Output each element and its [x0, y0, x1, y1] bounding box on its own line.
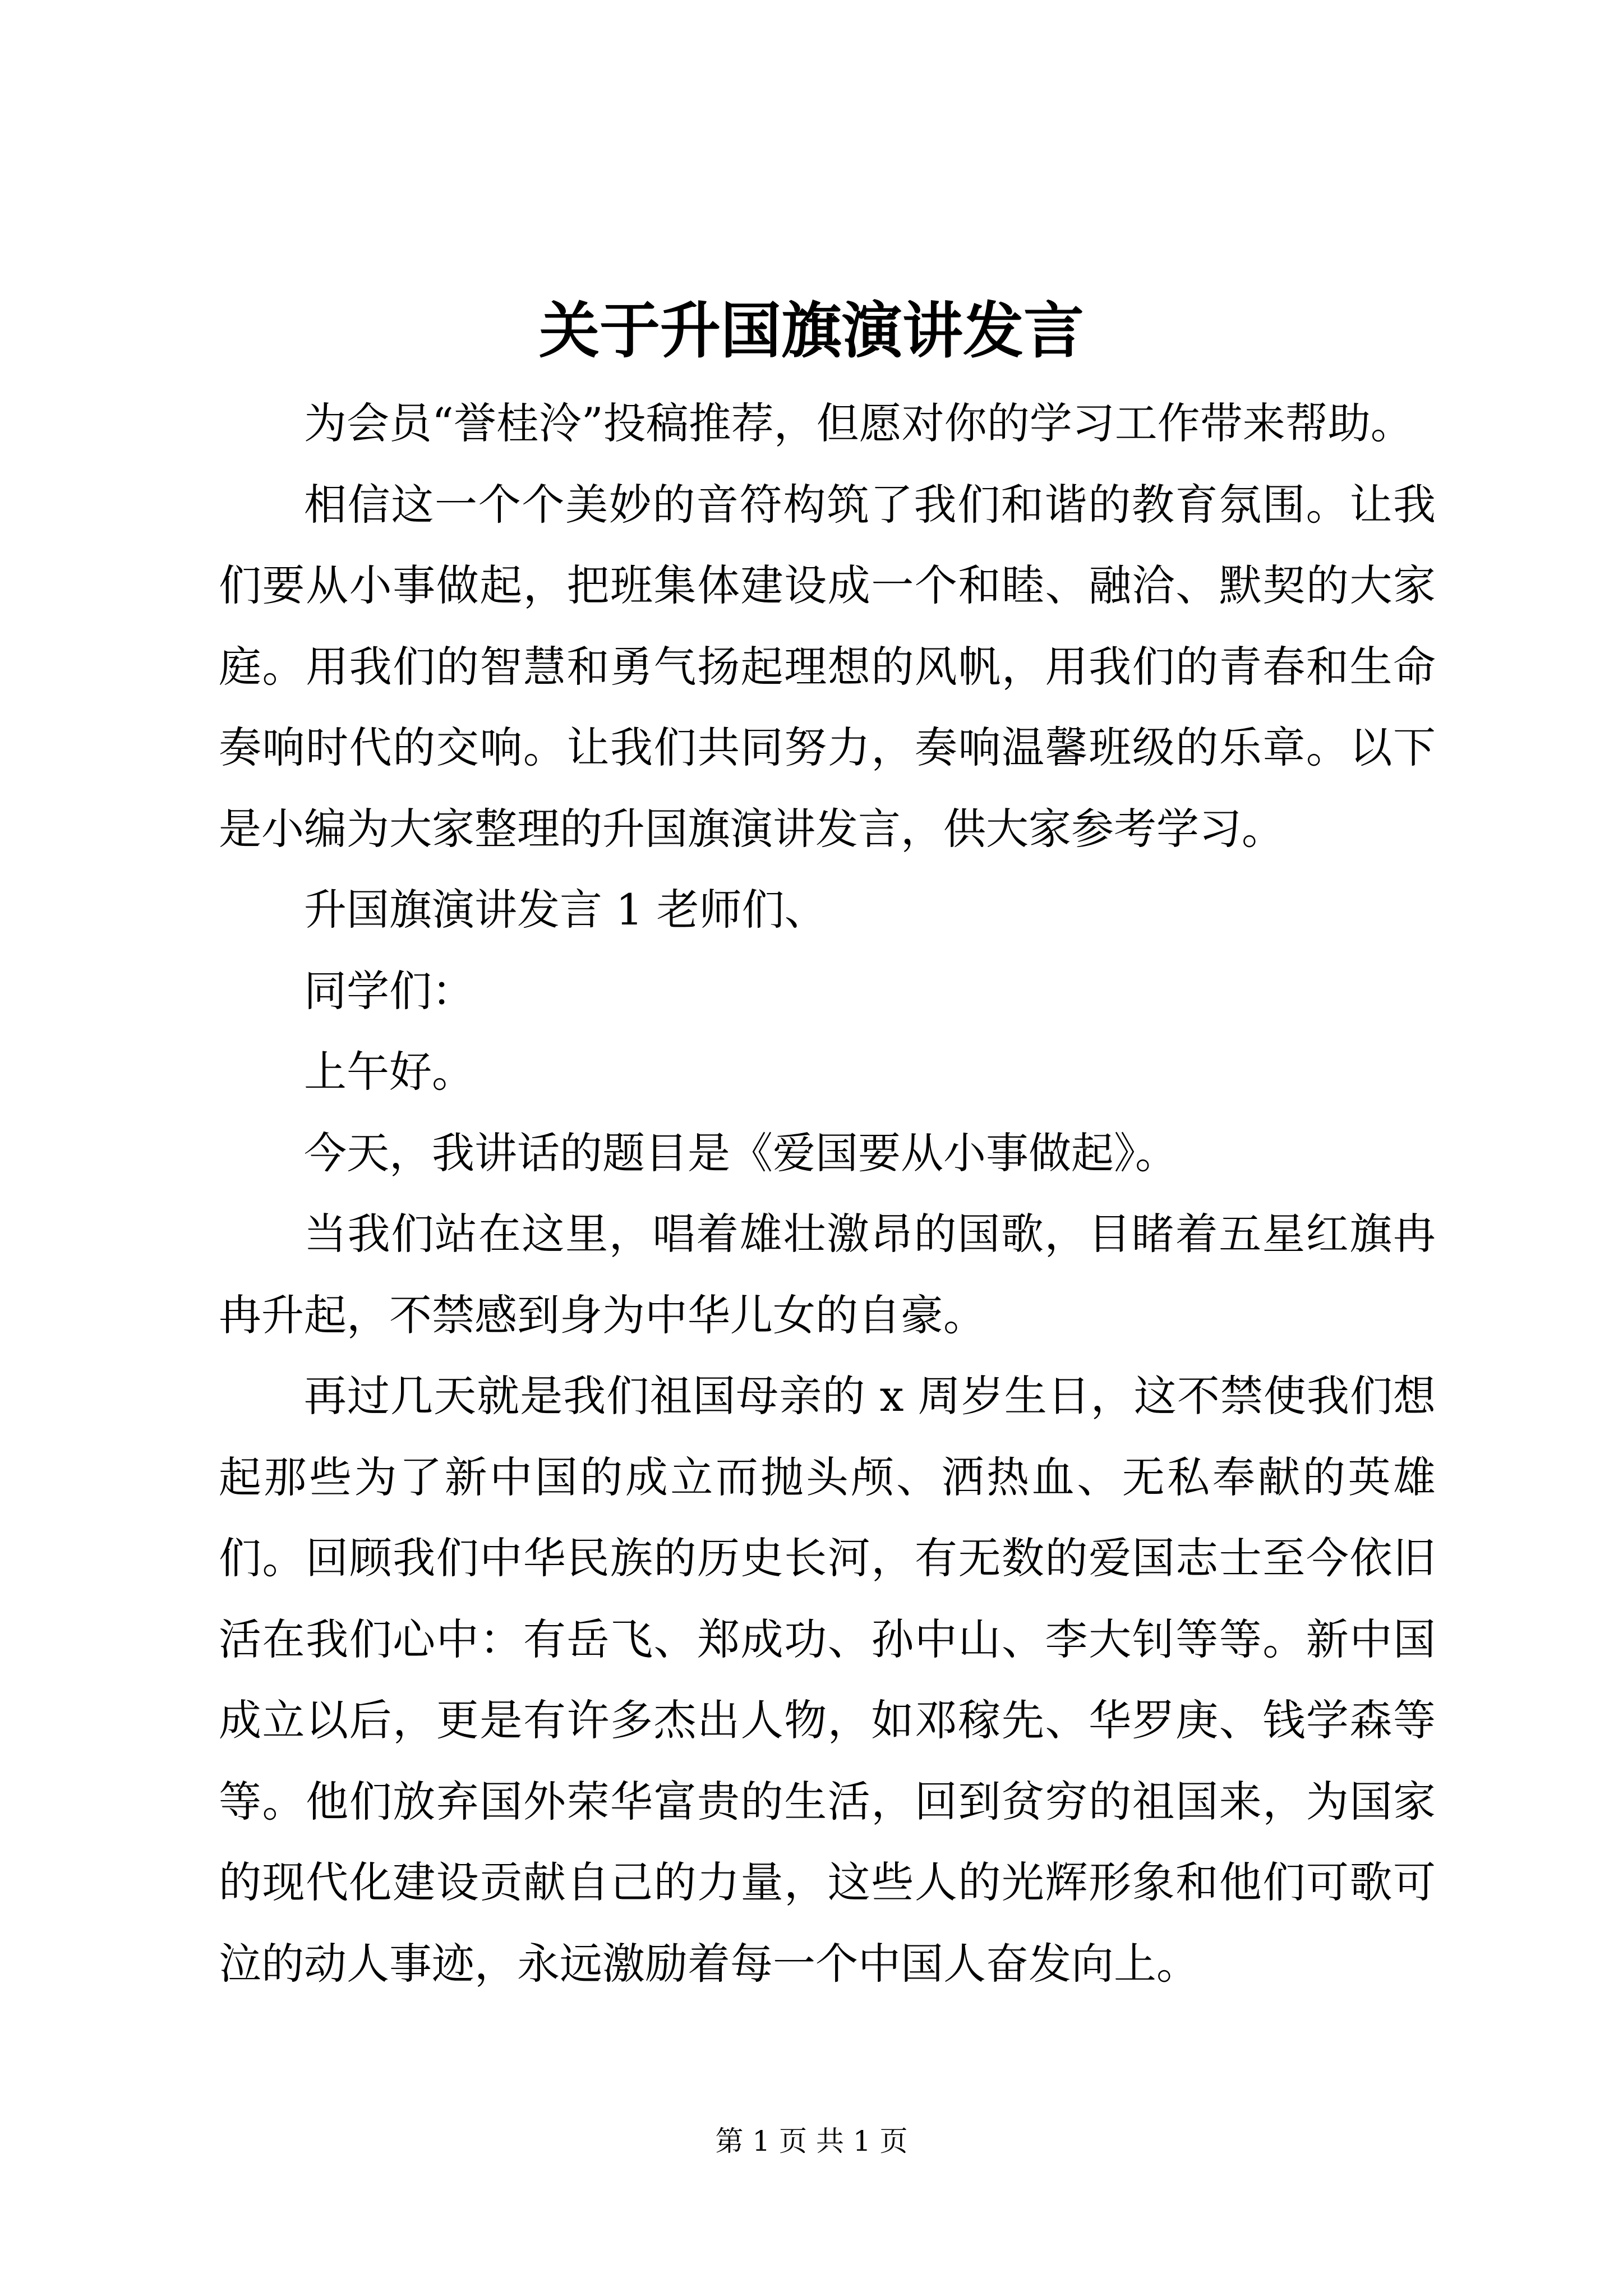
paragraph: 相信这一个个美妙的音符构筑了我们和谐的教育氛围。让我们要从小事做起，把班集体建设成一个和睦、融洽、默契的大家庭。用我们的智慧和勇气扬起理想的风帆，用我们的青春和生命奏响时代的交响。让我们共同努力，奏响温馨班级的乐章。以下是小编为大家整理的升国旗演讲发言，供大家参考学习。	[219, 479, 1436, 854]
page-footer: 第 1 页 共 1 页	[715, 2125, 908, 2157]
document-title: 关于升国旗演讲发言	[538, 296, 1084, 366]
document-body	[219, 383, 1436, 2004]
paragraph: 为会员“誉桂泠”投稿推荐，但愿对你的学习工作带来帮助。	[304, 398, 1413, 448]
paragraph: 升国旗演讲发言 1 老师们、	[304, 885, 827, 935]
paragraph: 今天，我讲话的题目是《爱国要从小事做起》。	[304, 1128, 1178, 1178]
paragraph: 同学们：	[304, 965, 474, 1016]
paragraph: 上午好。	[304, 1047, 474, 1097]
paragraph: 再过几天就是我们祖国母亲的 x 周岁生日，这不禁使我们想起那些为了新中国的成立而抛头颅、洒热血、无私奉献的英雄们。回顾我们中华民族的历史长河，有无数的爱国志士至今依旧活在我们心中：有岳飞、郑成功、孙中山、李大钊等等。新中国成立以后，更是有许多杰出人物，如邓稼先、华罗庚、钱学森等等。他们放弃国外荣华富贵的生活，回到贫穷的祖国来，为国家的现代化建设贡献自己的力量，这些人的光辉形象和他们可歌可泣的动人事迹，永远激励着每一个中国人奋发向上。	[219, 1371, 1436, 1989]
paragraph: 当我们站在这里，唱着雄壮激昂的国歌，目睹着五星红旗冉冉升起，不禁感到身为中华儿女的自豪。	[219, 1209, 1436, 1340]
